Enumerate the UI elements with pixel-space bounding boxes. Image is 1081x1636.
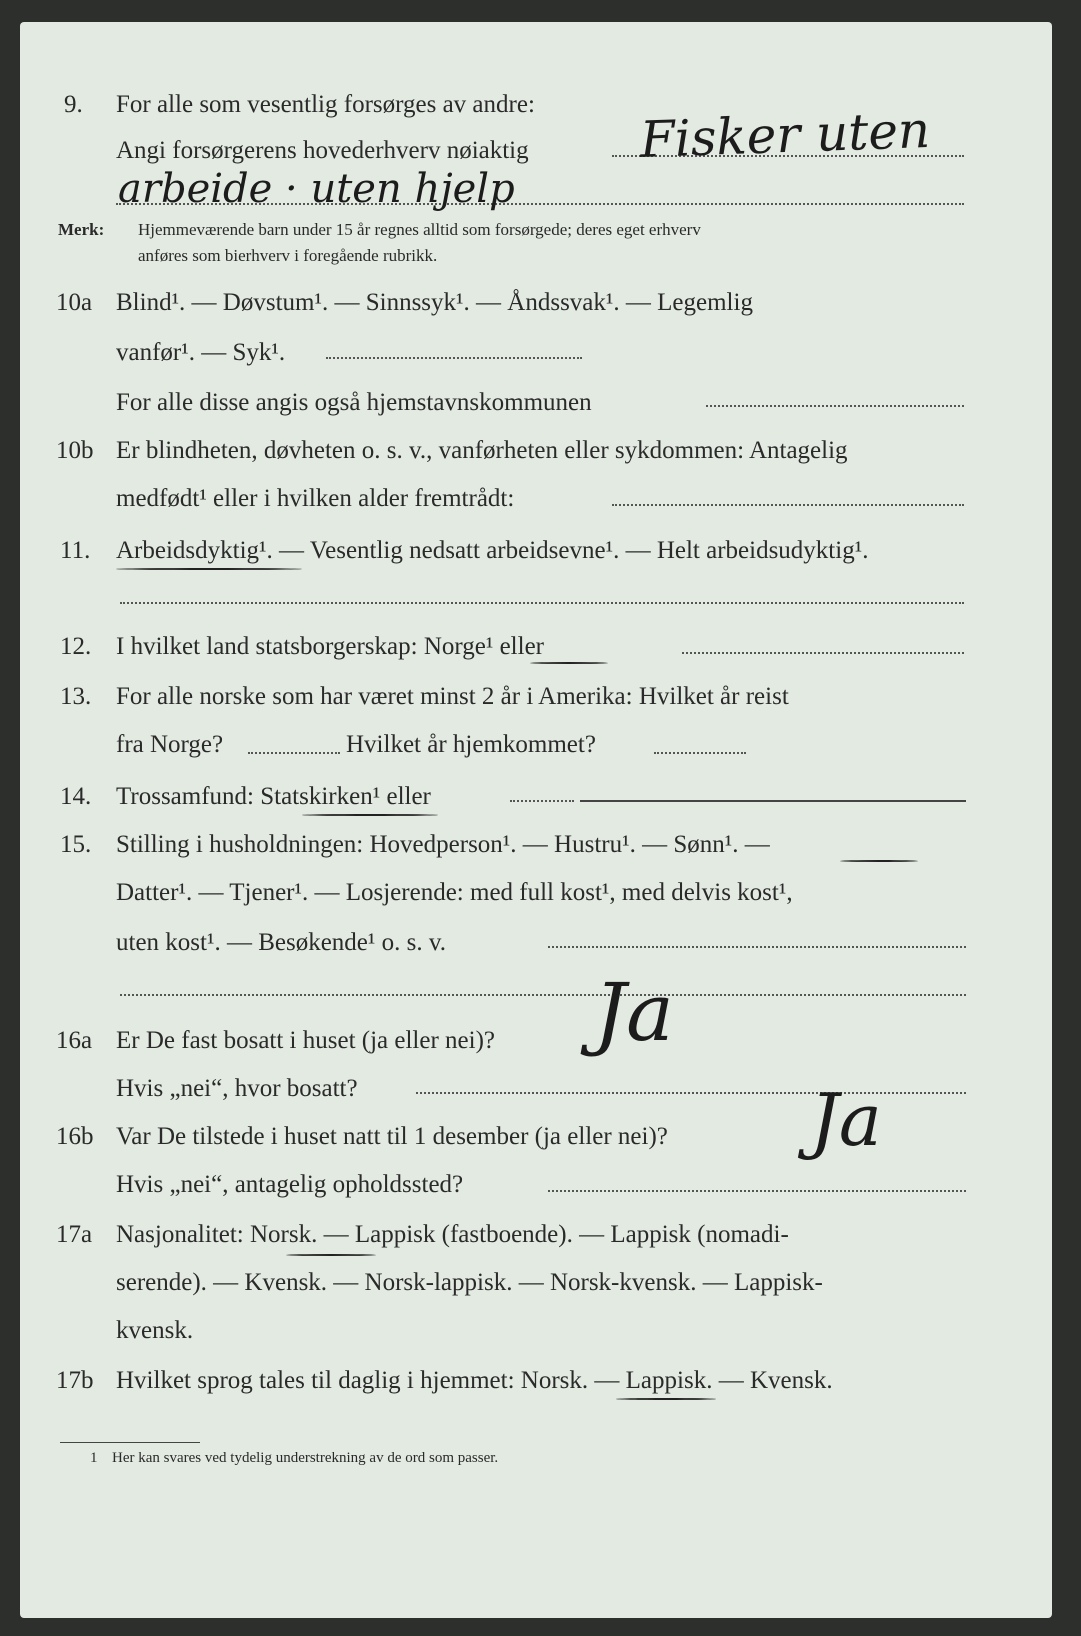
q14-line1: Trossamfund: Statskirken¹ eller (116, 783, 431, 810)
q9-line1: For alle som vesentlig forsørges av andre: (116, 91, 535, 118)
q14-number: 14. (60, 783, 92, 810)
q17a-line1: Nasjonalitet: Norsk. — Lappisk (fastboende). — Lappisk (nomadi- (116, 1221, 789, 1248)
q16a-line2: Hvis „nei“, hvor bosatt? (116, 1075, 358, 1102)
q10a-number: 10a (56, 289, 93, 316)
q15-line3: uten kost¹. — Besøkende¹ o. s. v. (116, 929, 447, 956)
q16a-handwritten-answer: Ja (594, 966, 674, 1059)
q16a-field[interactable] (416, 1092, 966, 1094)
q13-line2b: Hvilket år hjemkommet? (346, 731, 596, 758)
q11-line1: Arbeidsdyktig¹. — Vesentlig nedsatt arbeidsevne¹. — Helt arbeidsudyktig¹. (116, 537, 869, 564)
census-form-page (20, 22, 1052, 1618)
q16b-line1: Var De tilstede i huset natt til 1 desember (ja eller nei)? (116, 1123, 668, 1150)
q17b-handwritten-underline (616, 1398, 716, 1400)
merk-label: Merk: (58, 220, 105, 239)
q17a-line2: serende). — Kvensk. — Norsk-lappisk. — Norsk-kvensk. — Lappisk- (116, 1269, 823, 1296)
q10a-line2: vanfør¹. — Syk¹. (116, 339, 286, 366)
q14-field-b[interactable] (580, 800, 966, 802)
q12-field[interactable] (682, 652, 964, 654)
q10a-hjemstavn-field[interactable] (706, 405, 964, 407)
q10b-field[interactable] (612, 504, 964, 506)
q14-field-a[interactable] (510, 800, 574, 802)
q13-line1: For alle norske som har været minst 2 år i Amerika: Hvilket år reist (116, 683, 789, 710)
q10a-line3: For alle disse angis også hjemstavnskommunen (116, 389, 592, 416)
q16b-field[interactable] (548, 1190, 966, 1192)
q15-number: 15. (60, 831, 92, 858)
q15-handwritten-underline (840, 860, 918, 862)
footnote-mark: 1 (90, 1450, 98, 1466)
footnote-divider (60, 1442, 200, 1443)
q12-line1: I hvilket land statsborgerskap: Norge¹ eller (116, 633, 544, 660)
merk-line1: Hjemmeværende barn under 15 år regnes alltid som forsørgede; deres eget erhverv (138, 220, 701, 239)
q10a-line1: Blind¹. — Døvstum¹. — Sinnssyk¹. — Åndssvak¹. — Legemlig (116, 289, 753, 316)
q16b-number: 16b (56, 1123, 94, 1150)
q9-handwritten-answer1: Fisker uten (639, 100, 932, 170)
q10a-syk-field[interactable] (326, 357, 582, 359)
q11-number: 11. (60, 537, 91, 564)
q12-number: 12. (60, 633, 92, 660)
q15-field-2[interactable] (120, 994, 966, 996)
q10b-line1: Er blindheten, døvheten o. s. v., vanførheten eller sykdommen: Antagelig (116, 437, 848, 464)
q17a-number: 17a (56, 1221, 93, 1248)
q16b-line2: Hvis „nei“, antagelig opholdssted? (116, 1171, 464, 1198)
q13-line2a: fra Norge? (116, 731, 224, 758)
q12-handwritten-underline (530, 662, 608, 664)
q10b-number: 10b (56, 437, 94, 464)
q15-field[interactable] (548, 946, 966, 948)
q13-reist-field[interactable] (248, 752, 340, 754)
q13-hjemkommet-field[interactable] (654, 752, 746, 754)
q17a-line3: kvensk. (116, 1317, 194, 1344)
q17b-line1: Hvilket sprog tales til daglig i hjemmet: Norsk. — Lappisk. — Kvensk. (116, 1367, 833, 1394)
q17a-handwritten-underline (286, 1254, 376, 1256)
q9-number: 9. (64, 91, 83, 118)
q11-field[interactable] (120, 602, 964, 604)
merk-line2: anføres som bierhverv i foregående rubrikk. (138, 246, 438, 265)
q14-handwritten-underline (302, 814, 438, 816)
q13-number: 13. (60, 683, 92, 710)
q9-handwritten-answer2: arbeide · uten hjelp (118, 166, 515, 212)
q16b-handwritten-answer: Ja (810, 1078, 882, 1162)
q10b-line2: medfødt¹ eller i hvilken alder fremtrådt: (116, 485, 515, 512)
q15-line2: Datter¹. — Tjener¹. — Losjerende: med full kost¹, med delvis kost¹, (116, 879, 793, 906)
q17b-number: 17b (56, 1367, 94, 1394)
q15-line1: Stilling i husholdningen: Hovedperson¹. — Hustru¹. — Sønn¹. — (116, 831, 770, 858)
q9-line2: Angi forsørgerens hovederhverv nøiaktig (116, 137, 529, 164)
q16a-line1: Er De fast bosatt i huset (ja eller nei)? (116, 1027, 496, 1054)
q11-handwritten-underline (116, 568, 302, 570)
q16a-number: 16a (56, 1027, 93, 1054)
footnote-text: Her kan svares ved tydelig understrekning av de ord som passer. (112, 1450, 499, 1466)
